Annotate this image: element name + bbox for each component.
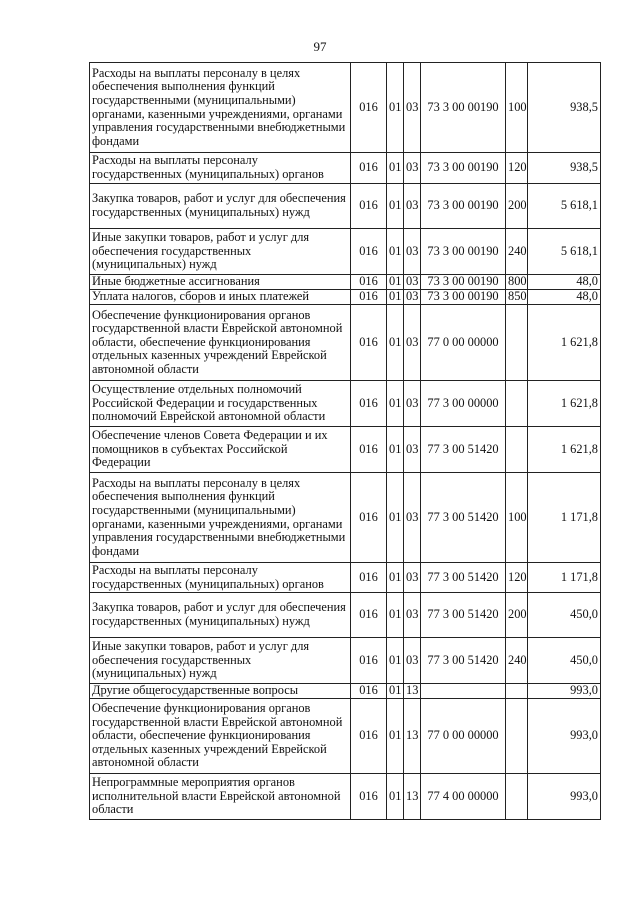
- subsection-code: 03: [404, 305, 421, 381]
- row-name: Уплата налогов, сборов и иных платежей: [90, 290, 351, 305]
- amount: 450,0: [528, 638, 601, 684]
- section-code: 01: [387, 275, 404, 290]
- subsection-code: 03: [404, 563, 421, 593]
- subsection-code: 03: [404, 473, 421, 563]
- table-row: [90, 305, 601, 381]
- expense-type: [506, 381, 528, 427]
- section-code: 01: [387, 684, 404, 699]
- row-name: Закупка товаров, работ и услуг для обеспечения государственных (муниципальных) нужд: [90, 184, 351, 229]
- expense-type: [506, 684, 528, 699]
- row-name: Расходы на выплаты персоналу государственных (муниципальных) органов: [90, 153, 351, 184]
- amount: 5 618,1: [528, 184, 601, 229]
- subsection-code: 13: [404, 774, 421, 820]
- amount: 938,5: [528, 63, 601, 153]
- subsection-code: 03: [404, 63, 421, 153]
- table-row: [90, 684, 601, 699]
- budget-table: [89, 62, 601, 820]
- row-name: Обеспечение функционирования органов государственной власти Еврейской автономной области, обеспечение функционирования отдельных казенных учреждений Еврейской автономной области: [90, 305, 351, 381]
- target-article: 73 3 00 00190: [421, 153, 506, 184]
- expense-type: [506, 774, 528, 820]
- row-name: Осуществление отдельных полномочий Российской Федерации и государственных полномочий Еврейской автономной области: [90, 381, 351, 427]
- amount: 1 621,8: [528, 427, 601, 473]
- subsection-code: 03: [404, 381, 421, 427]
- subsection-code: 03: [404, 184, 421, 229]
- target-article: 77 3 00 51420: [421, 473, 506, 563]
- subsection-code: 03: [404, 275, 421, 290]
- expense-type: [506, 699, 528, 774]
- row-name: Иные закупки товаров, работ и услуг для обеспечения государственных (муниципальных) нужд: [90, 638, 351, 684]
- target-article: 77 3 00 51420: [421, 593, 506, 638]
- target-article: 77 3 00 51420: [421, 638, 506, 684]
- table-row: [90, 563, 601, 593]
- subsection-code: 13: [404, 699, 421, 774]
- amount: 993,0: [528, 684, 601, 699]
- amount: 48,0: [528, 275, 601, 290]
- section-code: 01: [387, 638, 404, 684]
- row-name: Иные закупки товаров, работ и услуг для обеспечения государственных (муниципальных) нужд: [90, 229, 351, 275]
- expense-type: 240: [506, 229, 528, 275]
- amount: 993,0: [528, 699, 601, 774]
- target-article: 77 0 00 00000: [421, 305, 506, 381]
- section-code: 01: [387, 290, 404, 305]
- table-row: [90, 381, 601, 427]
- ministry-code: 016: [351, 563, 387, 593]
- subsection-code: 03: [404, 290, 421, 305]
- section-code: 01: [387, 229, 404, 275]
- amount: 1 621,8: [528, 381, 601, 427]
- table-row: [90, 427, 601, 473]
- row-name: Закупка товаров, работ и услуг для обеспечения государственных (муниципальных) нужд: [90, 593, 351, 638]
- ministry-code: 016: [351, 774, 387, 820]
- ministry-code: 016: [351, 275, 387, 290]
- target-article: 77 0 00 00000: [421, 699, 506, 774]
- subsection-code: 13: [404, 684, 421, 699]
- section-code: 01: [387, 774, 404, 820]
- ministry-code: 016: [351, 427, 387, 473]
- section-code: 01: [387, 563, 404, 593]
- ministry-code: 016: [351, 290, 387, 305]
- target-article: 73 3 00 00190: [421, 290, 506, 305]
- section-code: 01: [387, 473, 404, 563]
- table-row: [90, 153, 601, 184]
- page-number: 97: [313, 39, 327, 54]
- row-name: Непрограммные мероприятия органов исполнительной власти Еврейской автономной области: [90, 774, 351, 820]
- expense-type: 800: [506, 275, 528, 290]
- ministry-code: 016: [351, 63, 387, 153]
- expense-type: [506, 305, 528, 381]
- section-code: 01: [387, 699, 404, 774]
- expense-type: 200: [506, 184, 528, 229]
- target-article: 77 3 00 00000: [421, 381, 506, 427]
- ministry-code: 016: [351, 184, 387, 229]
- ministry-code: 016: [351, 381, 387, 427]
- section-code: 01: [387, 593, 404, 638]
- expense-type: 200: [506, 593, 528, 638]
- table-row: [90, 275, 601, 290]
- ministry-code: 016: [351, 593, 387, 638]
- amount: 938,5: [528, 153, 601, 184]
- amount: 48,0: [528, 290, 601, 305]
- amount: 1 171,8: [528, 563, 601, 593]
- ministry-code: 016: [351, 473, 387, 563]
- table-row: [90, 638, 601, 684]
- table-row: [90, 699, 601, 774]
- ministry-code: 016: [351, 229, 387, 275]
- target-article: 77 4 00 00000: [421, 774, 506, 820]
- subsection-code: 03: [404, 638, 421, 684]
- target-article: [421, 684, 506, 699]
- target-article: 77 3 00 51420: [421, 427, 506, 473]
- table-row: [90, 63, 601, 153]
- table-row: [90, 184, 601, 229]
- table-row: [90, 593, 601, 638]
- row-name: Обеспечение членов Совета Федерации и их помощников в субъектах Российской Федерации: [90, 427, 351, 473]
- amount: 450,0: [528, 593, 601, 638]
- subsection-code: 03: [404, 593, 421, 638]
- row-name: Обеспечение функционирования органов государственной власти Еврейской автономной области, обеспечение функционирования отдельных казенных учреждений Еврейской автономной области: [90, 699, 351, 774]
- ministry-code: 016: [351, 684, 387, 699]
- target-article: 77 3 00 51420: [421, 563, 506, 593]
- section-code: 01: [387, 427, 404, 473]
- section-code: 01: [387, 381, 404, 427]
- section-code: 01: [387, 63, 404, 153]
- expense-type: 850: [506, 290, 528, 305]
- target-article: 73 3 00 00190: [421, 275, 506, 290]
- expense-type: 100: [506, 473, 528, 563]
- expense-type: [506, 427, 528, 473]
- subsection-code: 03: [404, 229, 421, 275]
- ministry-code: 016: [351, 305, 387, 381]
- subsection-code: 03: [404, 427, 421, 473]
- section-code: 01: [387, 153, 404, 184]
- target-article: 73 3 00 00190: [421, 229, 506, 275]
- target-article: 73 3 00 00190: [421, 63, 506, 153]
- row-name: Иные бюджетные ассигнования: [90, 275, 351, 290]
- amount: 1 171,8: [528, 473, 601, 563]
- amount: 1 621,8: [528, 305, 601, 381]
- section-code: 01: [387, 305, 404, 381]
- target-article: 73 3 00 00190: [421, 184, 506, 229]
- expense-type: 100: [506, 63, 528, 153]
- amount: 993,0: [528, 774, 601, 820]
- row-name: Другие общегосударственные вопросы: [90, 684, 351, 699]
- section-code: 01: [387, 184, 404, 229]
- table-row: [90, 290, 601, 305]
- table-row: [90, 229, 601, 275]
- ministry-code: 016: [351, 638, 387, 684]
- table-row: [90, 774, 601, 820]
- table-row: [90, 473, 601, 563]
- row-name: Расходы на выплаты персоналу государственных (муниципальных) органов: [90, 563, 351, 593]
- expense-type: 120: [506, 563, 528, 593]
- subsection-code: 03: [404, 153, 421, 184]
- ministry-code: 016: [351, 699, 387, 774]
- row-name: Расходы на выплаты персоналу в целях обеспечения выполнения функций государственными (муниципальными) органами, казенными учреждениями, органами управления государственными внебюджетными фондами: [90, 473, 351, 563]
- expense-type: 120: [506, 153, 528, 184]
- expense-type: 240: [506, 638, 528, 684]
- amount: 5 618,1: [528, 229, 601, 275]
- row-name: Расходы на выплаты персоналу в целях обеспечения выполнения функций государственными (муниципальными) органами, казенными учреждениями, органами управления государственными внебюджетными фондами: [90, 63, 351, 153]
- ministry-code: 016: [351, 153, 387, 184]
